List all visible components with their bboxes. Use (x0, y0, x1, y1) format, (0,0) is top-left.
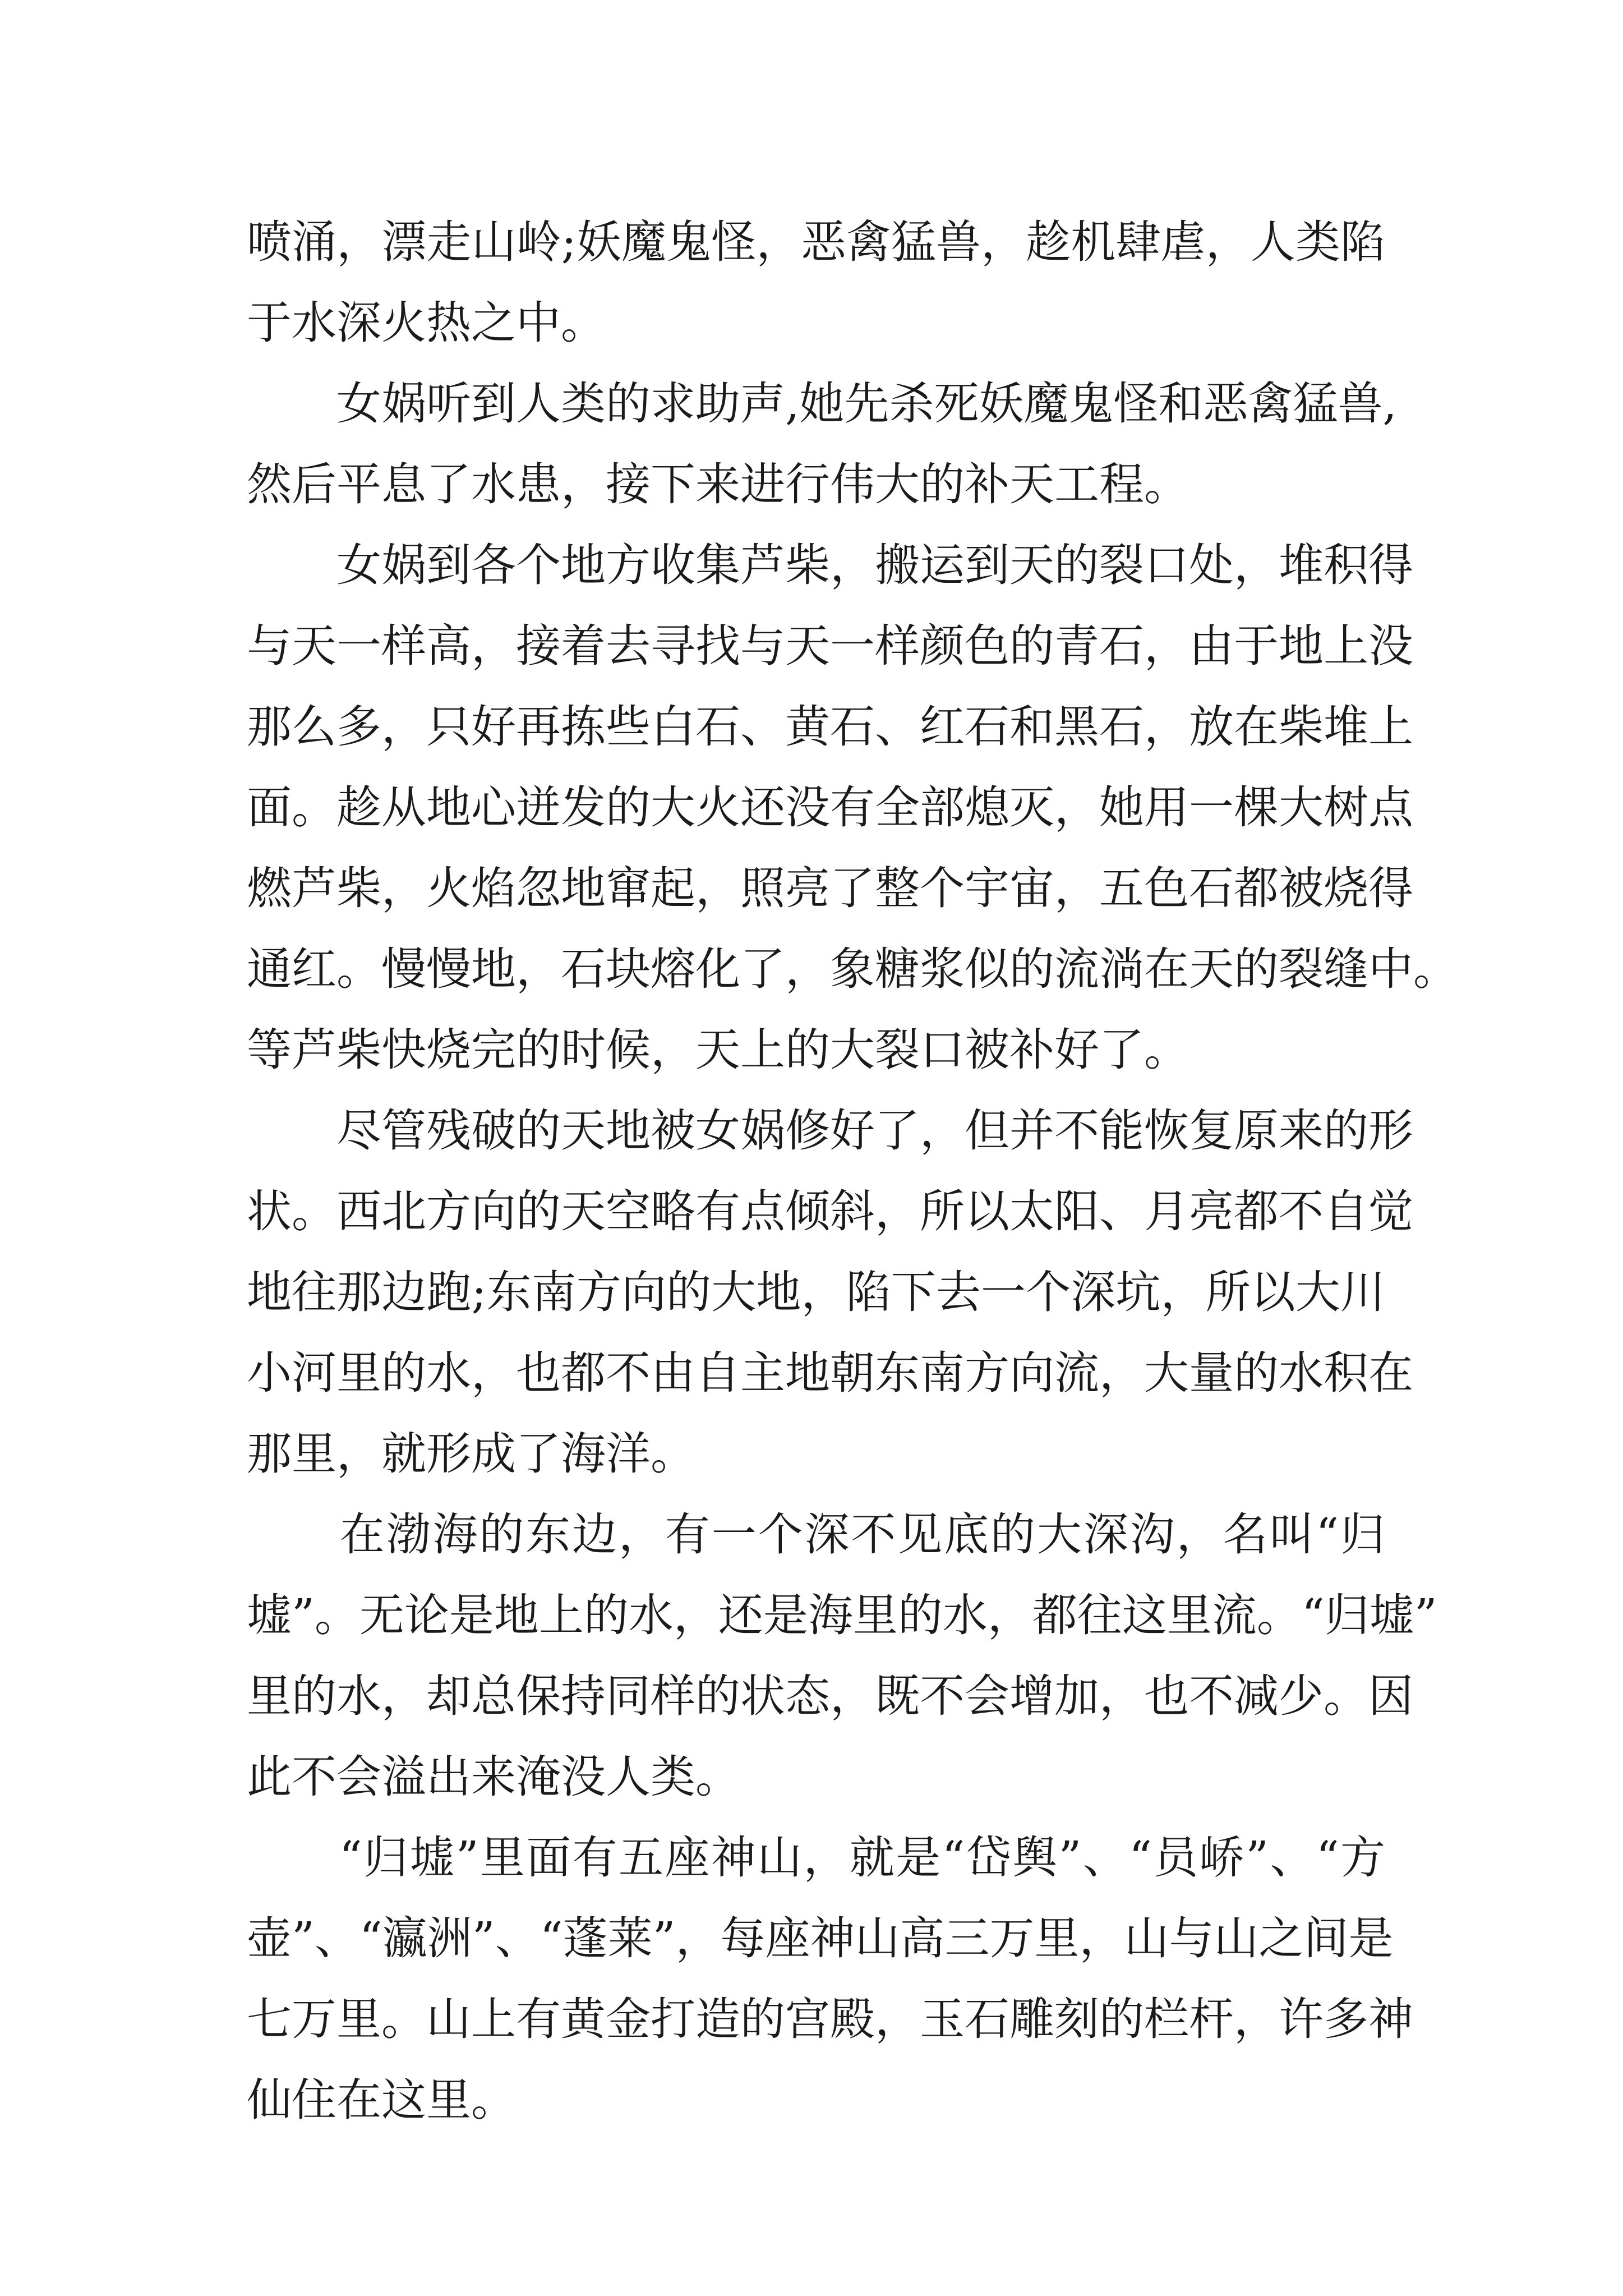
paragraph-4 (247, 1091, 1413, 1494)
paragraph-1 (247, 202, 1385, 364)
paragraph-6 (247, 1818, 1413, 2141)
text-line: 里的水，却总保持同样的状态，既不会增加，也不减少。因 (247, 1670, 1413, 1722)
text-line: 女娲听到人类的求助声,她先杀死妖魔鬼怪和恶禽猛兽, (247, 378, 1397, 430)
text-line: 面。趁从地心迸发的大火还没有全部熄灭，她用一棵大树点 (247, 781, 1413, 834)
text-line: 七万里。山上有黄金打造的宫殿，玉石雕刻的栏杆，许多神 (247, 1993, 1413, 2045)
paragraph-3 (247, 525, 1458, 1091)
text-line: 于水深火热之中。 (247, 297, 606, 349)
text-line: 状。西北方向的天空略有点倾斜，所以太阳、月亮都不自觉 (247, 1185, 1413, 1237)
text-line: “归墟”里面有五座神山，就是“岱舆”、“员峤”、“方 (247, 1832, 1385, 1884)
text-line: 然后平息了水患，接下来进行伟大的补天工程。 (247, 458, 1189, 510)
text-line: 墟”。无论是地上的水，还是海里的水，都往这里流。“归墟” (247, 1589, 1437, 1641)
text-line: 女娲到各个地方收集芦柴，搬运到天的裂口处，堆积得 (247, 539, 1413, 591)
text-line: 小河里的水，也都不由自主地朝东南方向流，大量的水积在 (247, 1347, 1413, 1399)
text-line: 那里，就形成了海洋。 (247, 1428, 695, 1480)
text-line: 喷涌，漂走山岭;妖魔鬼怪，恶禽猛兽，趁机肆虐，人类陷 (247, 216, 1385, 268)
text-line: 尽管残破的天地被女娲修好了，但并不能恢复原来的形 (247, 1105, 1413, 1157)
text-line: 仙住在这里。 (247, 2074, 516, 2126)
text-line: 地往那边跑;东南方向的大地，陷下去一个深坑，所以大川 (247, 1266, 1385, 1318)
text-line: 此不会溢出来淹没人类。 (247, 1751, 740, 1803)
text-line: 那么多，只好再拣些白石、黄石、红石和黑石，放在柴堆上 (247, 701, 1413, 753)
text-line: 壶”、“瀛洲”、“蓬莱”，每座神山高三万里，山与山之间是 (247, 1912, 1394, 1964)
text-line: 在渤海的东边，有一个深不见底的大深沟，名叫“归 (247, 1508, 1385, 1561)
text-line: 等芦柴快烧完的时候，天上的大裂口被补好了。 (247, 1024, 1189, 1076)
text-line: 与天一样高，接着去寻找与天一样颜色的青石，由于地上没 (247, 620, 1413, 672)
paragraph-2 (247, 364, 1397, 525)
text-line: 燃芦柴，火焰忽地窜起，照亮了整个宇宙，五色石都被烧得 (247, 862, 1413, 914)
text-line: 通红。慢慢地，石块熔化了，象糖浆似的流淌在天的裂缝中。 (247, 943, 1458, 995)
document-body (247, 202, 1458, 2141)
paragraph-5 (247, 1494, 1437, 1818)
